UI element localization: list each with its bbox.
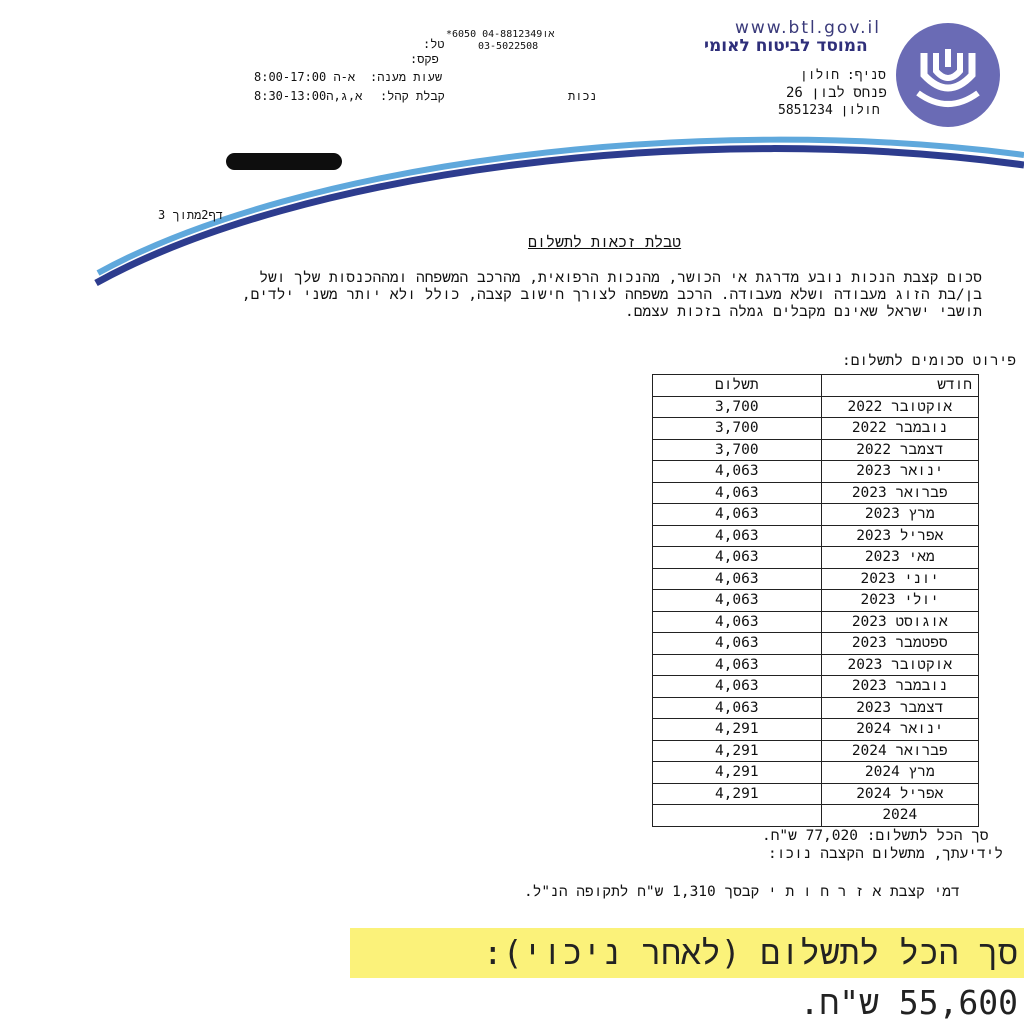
table-row [653, 633, 979, 655]
amount-cell: 4,063 [653, 590, 822, 612]
table-row [653, 805, 979, 827]
payment-table [652, 374, 979, 827]
month-cell: נובמבר 2022 [821, 418, 978, 440]
final-total: סך הכל לתשלום (לאחר ניכוי): 55,600 ש"ח [482, 933, 1018, 1022]
table-row [653, 525, 979, 547]
total-line: סך הכל לתשלום: 77,020 ש"ח. [762, 828, 989, 844]
phone-value-2: 03-5022508 [478, 41, 539, 52]
table-row [653, 719, 979, 741]
table-row [653, 568, 979, 590]
month-cell: ספטמבר 2023 [821, 633, 978, 655]
table-row [653, 590, 979, 612]
department: נכות [568, 89, 597, 103]
branch-address: פנחס לבון 26 [786, 85, 887, 101]
month-cell: אוקטובר 2022 [821, 396, 978, 418]
table-row [653, 504, 979, 526]
month-cell: אוקטובר 2023 [821, 654, 978, 676]
reception-value: א,ג,ה8:30-13:00 [254, 89, 363, 103]
amount-cell: 4,063 [653, 676, 822, 698]
amount-cell: 4,063 [653, 547, 822, 569]
month-cell: אפריל 2024 [821, 783, 978, 805]
amount-cell: 4,063 [653, 504, 822, 526]
amount-cell: 4,291 [653, 762, 822, 784]
month-cell: ינואר 2023 [821, 461, 978, 483]
breakdown-title: פירוט סכומים לתשלום: [842, 353, 1017, 369]
table-row [653, 418, 979, 440]
month-cell: יוני 2023 [821, 568, 978, 590]
logo-emblem-icon [896, 23, 1000, 127]
amount-cell: 4,291 [653, 719, 822, 741]
page-info: דף2מתוך 3 [158, 208, 223, 222]
amount-cell: 4,063 [653, 697, 822, 719]
phone-value-1: *6050 או04-8812349 [446, 29, 555, 40]
month-cell: מרץ 2024 [821, 762, 978, 784]
month-cell: ינואר 2024 [821, 719, 978, 741]
table-row [653, 439, 979, 461]
table-row [653, 547, 979, 569]
amount-cell: 4,063 [653, 654, 822, 676]
phone-label: טל: [423, 37, 445, 51]
month-cell: פברואר 2023 [821, 482, 978, 504]
org-name: המוסד לביטוח לאומי [704, 36, 868, 56]
table-row [653, 740, 979, 762]
table-row [653, 482, 979, 504]
amount-cell: 3,700 [653, 439, 822, 461]
branch-name: סניף: חולון [800, 68, 886, 83]
table-row [653, 676, 979, 698]
month-cell: יולי 2023 [821, 590, 978, 612]
amount-cell: 4,291 [653, 783, 822, 805]
month-cell: דצמבר 2022 [821, 439, 978, 461]
column-header-month: חודש [821, 375, 978, 397]
month-cell: מרץ 2023 [821, 504, 978, 526]
intro-paragraph: סכום קצבת הנכות נובע מדרגת אי הכושר, מהנכות הרפואית, מהרכב המשפחה ומההכנסות שלך ושל בן/בת הזוג מעבודה ושלא מעבודה. הרכב משפחה לצורך חישוב קצבה, כולל ולא יותר משני ילדים, תושבי ישראל שאינם מקבלים גמלה בזכות עצמם. [241, 270, 982, 320]
month-cell: אוגוסט 2023 [821, 611, 978, 633]
table-header-row [653, 375, 979, 397]
table-row [653, 762, 979, 784]
branch-city: חולון 5851234 [778, 103, 880, 118]
amount-cell: 4,063 [653, 461, 822, 483]
month-cell: מאי 2023 [821, 547, 978, 569]
amount-cell: 4,063 [653, 482, 822, 504]
deduction-note: לידיעתך, מתשלום הקצבה נוכו: [768, 846, 1004, 862]
amount-cell [653, 805, 822, 827]
table-row [653, 654, 979, 676]
table-row [653, 461, 979, 483]
month-cell: נובמבר 2023 [821, 676, 978, 698]
month-cell: אפריל 2023 [821, 525, 978, 547]
amount-cell: 4,291 [653, 740, 822, 762]
amount-cell: 3,700 [653, 418, 822, 440]
amount-cell: 4,063 [653, 568, 822, 590]
hours-label: שעות מענה: [370, 70, 443, 84]
redacted-id [226, 153, 342, 170]
table-row [653, 396, 979, 418]
amount-cell: 4,063 [653, 525, 822, 547]
site-url: www.btl.gov.il [735, 18, 881, 38]
logo [896, 23, 1000, 127]
month-cell: 2024 [821, 805, 978, 827]
amount-cell: 4,063 [653, 633, 822, 655]
month-cell: דצמבר 2023 [821, 697, 978, 719]
document-title: טבלת זכאות לתשלום [528, 233, 682, 251]
month-cell: פברואר 2024 [821, 740, 978, 762]
final-total-highlight: סך הכל לתשלום (לאחר ניכוי): 55,600 ש"ח. [350, 928, 1024, 978]
column-header-amount: תשלום [653, 375, 822, 397]
amount-cell: 4,063 [653, 611, 822, 633]
table-row [653, 611, 979, 633]
fax-label: פקס: [410, 52, 439, 66]
table-row [653, 697, 979, 719]
amount-cell: 3,700 [653, 396, 822, 418]
deduction-line: דמי קצבת א ז ר ח ו ת י קבסך 1,310 ש"ח לתקופה הנ"ל. [524, 884, 960, 900]
table-row [653, 783, 979, 805]
reception-label: קבלת קהל: [380, 89, 445, 103]
hours-value: א-ה 8:00-17:00 [254, 70, 356, 84]
